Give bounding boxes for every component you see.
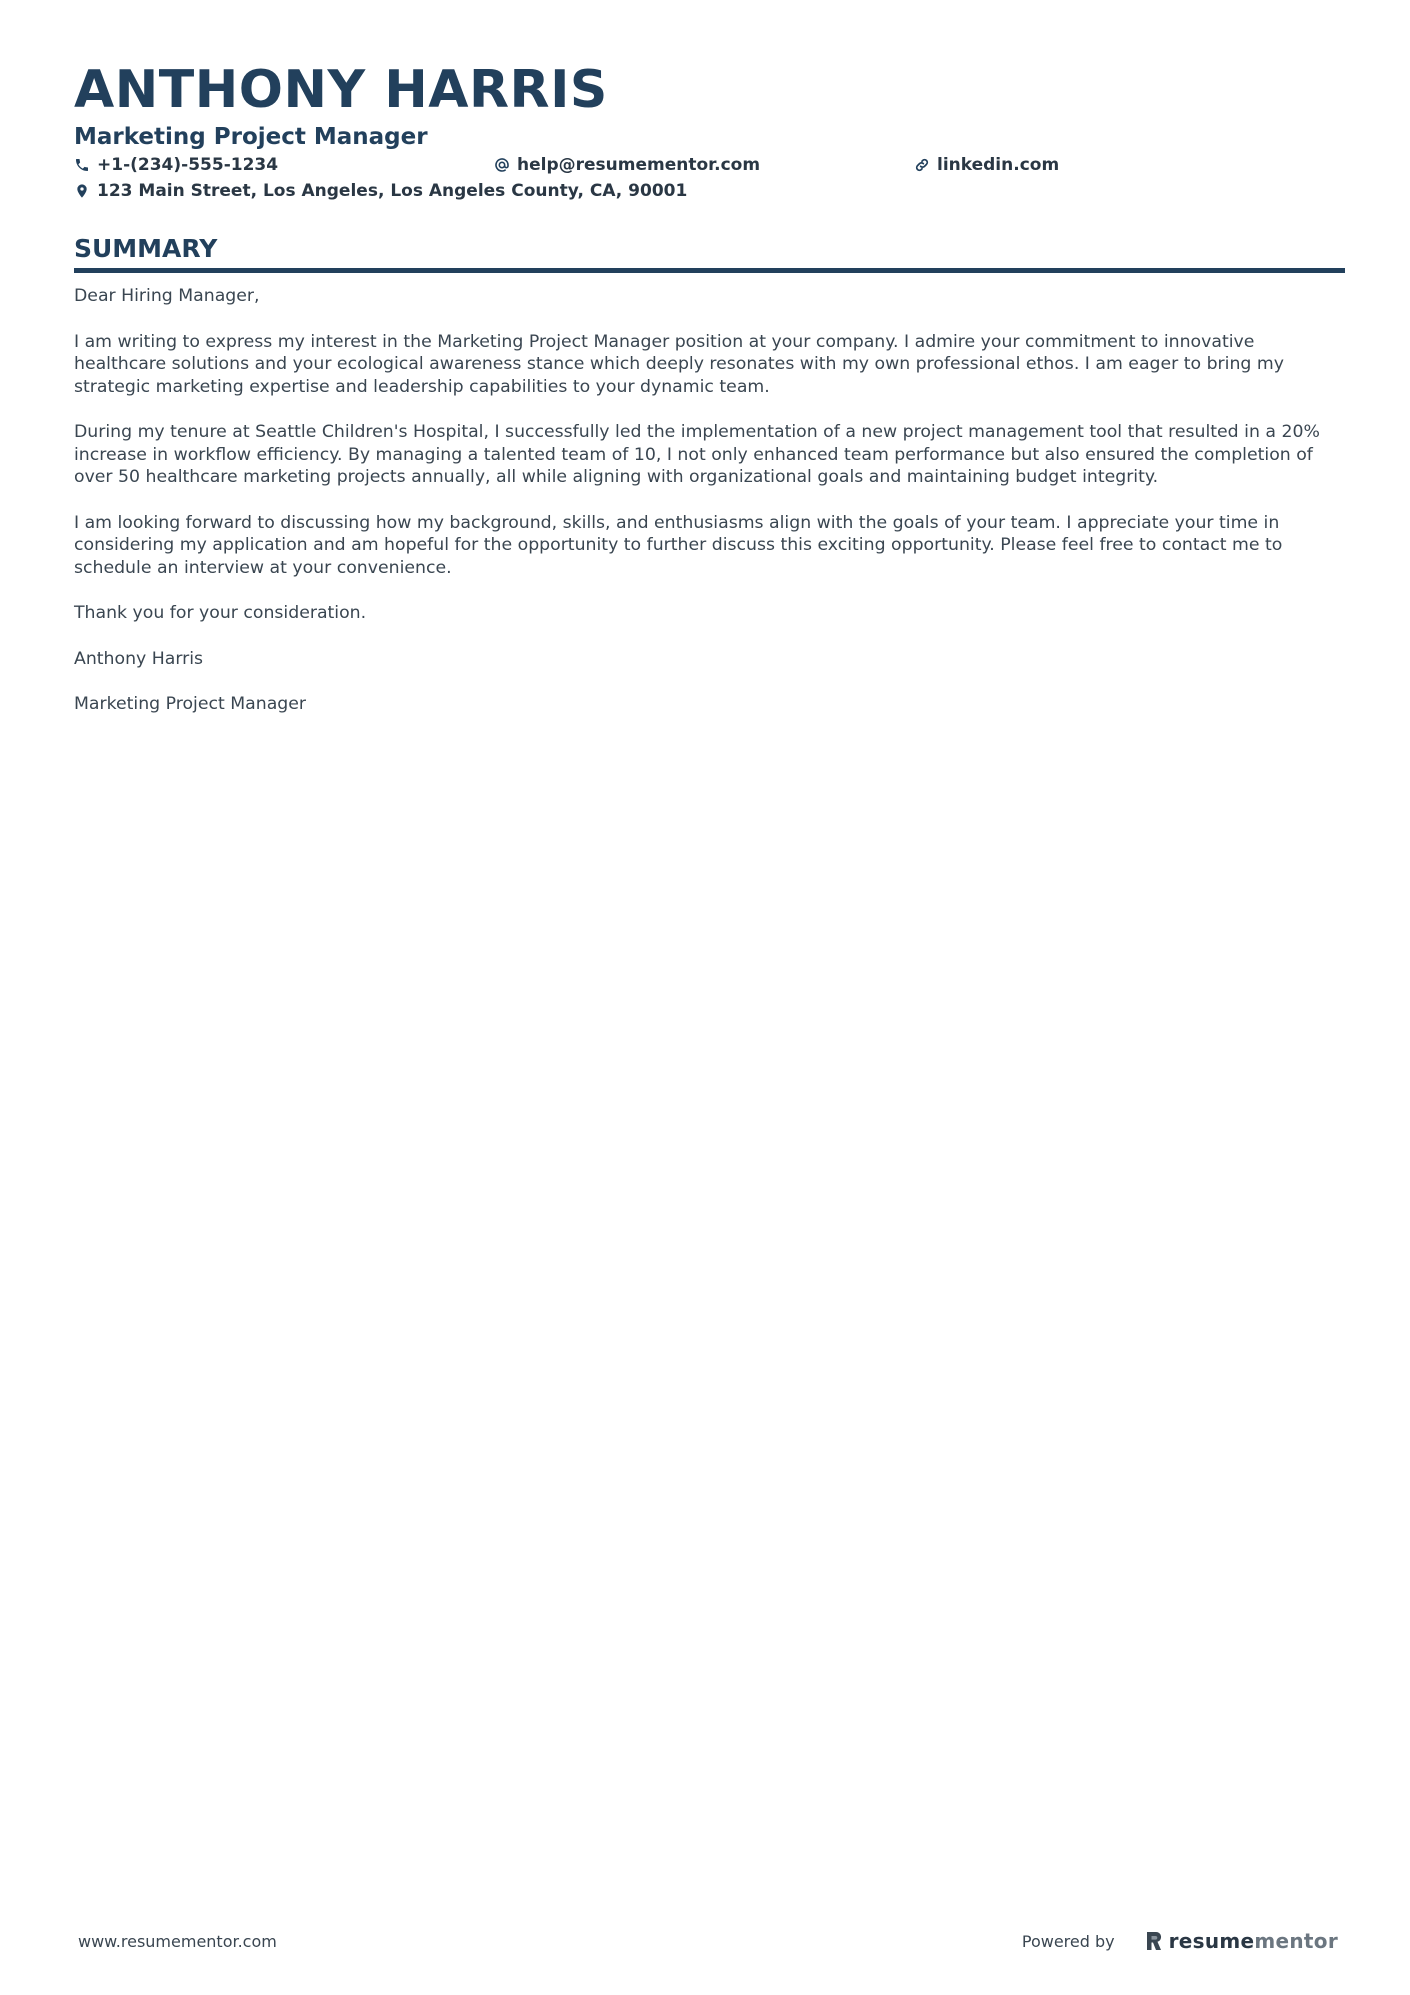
letter-paragraph: I am writing to express my interest in the Marketing Project Manager position at your company. I admire your commitment to innovative healthcare solutions and your ecological awareness stance which deeply resonates with my own professional ethos. I am eager to bring my strategic marketing expertise and leadership capabilities to your dynamic team. xyxy=(74,331,1284,397)
contact-address xyxy=(74,181,687,201)
contact-address-text: 123 Main Street, Los Angeles, Los Angeles County, CA, 90001 xyxy=(97,181,688,201)
letter-body xyxy=(74,285,1345,716)
candidate-title: Marketing Project Manager xyxy=(74,124,428,150)
contact-phone xyxy=(74,155,494,175)
contact-linkedin[interactable] xyxy=(914,155,1059,175)
cover-letter-page xyxy=(74,58,1345,739)
contact-phone-text: +1-(234)-555-1234 xyxy=(97,155,279,175)
brand-logo[interactable] xyxy=(1145,1929,1338,1953)
letter-greeting: Dear Hiring Manager, xyxy=(74,286,260,306)
brand-name-light: mentor xyxy=(1254,1929,1338,1953)
section-title-summary: SUMMARY xyxy=(74,234,218,263)
signature-name: Anthony Harris xyxy=(74,648,204,669)
contact-linkedin-text[interactable]: linkedin.com xyxy=(937,155,1060,175)
letter-closing: Thank you for your consideration. xyxy=(74,603,367,623)
link-icon xyxy=(914,157,930,173)
contact-row-address xyxy=(74,178,1345,204)
letter-paragraph: During my tenure at Seattle Children's Hospital, I successfully led the implementation of a new project management tool that resulted in a 20% increase in workflow efficiency. By managing a talented team of 10, I not only enhanced team performance but also ensured the completion of over 50 healthcare marketing projects annually, all while aligning with organizational goals and maintaining budget integrity. xyxy=(74,422,1320,487)
letter-paragraph: I am looking forward to discussing how my background, skills, and enthusiasms align with the goals of your team. I appreciate your time in considering my application and am hopeful for the opportunity to further discuss this exciting opportunity. Please feel free to contact me to schedule an interview at your convenience. xyxy=(74,512,1283,578)
footer-website-link[interactable]: www.resumementor.com xyxy=(78,1931,277,1951)
brand-name-main: resume xyxy=(1168,1929,1255,1953)
contact-email-text[interactable]: help@resumementor.com xyxy=(517,155,761,175)
candidate-name: ANTHONY HARRIS xyxy=(74,60,608,120)
footer-branding xyxy=(1022,1929,1338,1953)
signature-title: Marketing Project Manager xyxy=(74,694,306,714)
powered-by-label: Powered by xyxy=(1021,1931,1115,1951)
page-footer xyxy=(78,1926,1338,1956)
location-pin-icon xyxy=(74,183,90,199)
contact-email[interactable] xyxy=(494,155,914,175)
section-divider xyxy=(74,268,1345,273)
at-icon xyxy=(494,157,510,173)
phone-icon xyxy=(74,157,90,173)
contact-row-primary xyxy=(74,152,1345,178)
brand-mark-icon xyxy=(1145,1930,1163,1952)
